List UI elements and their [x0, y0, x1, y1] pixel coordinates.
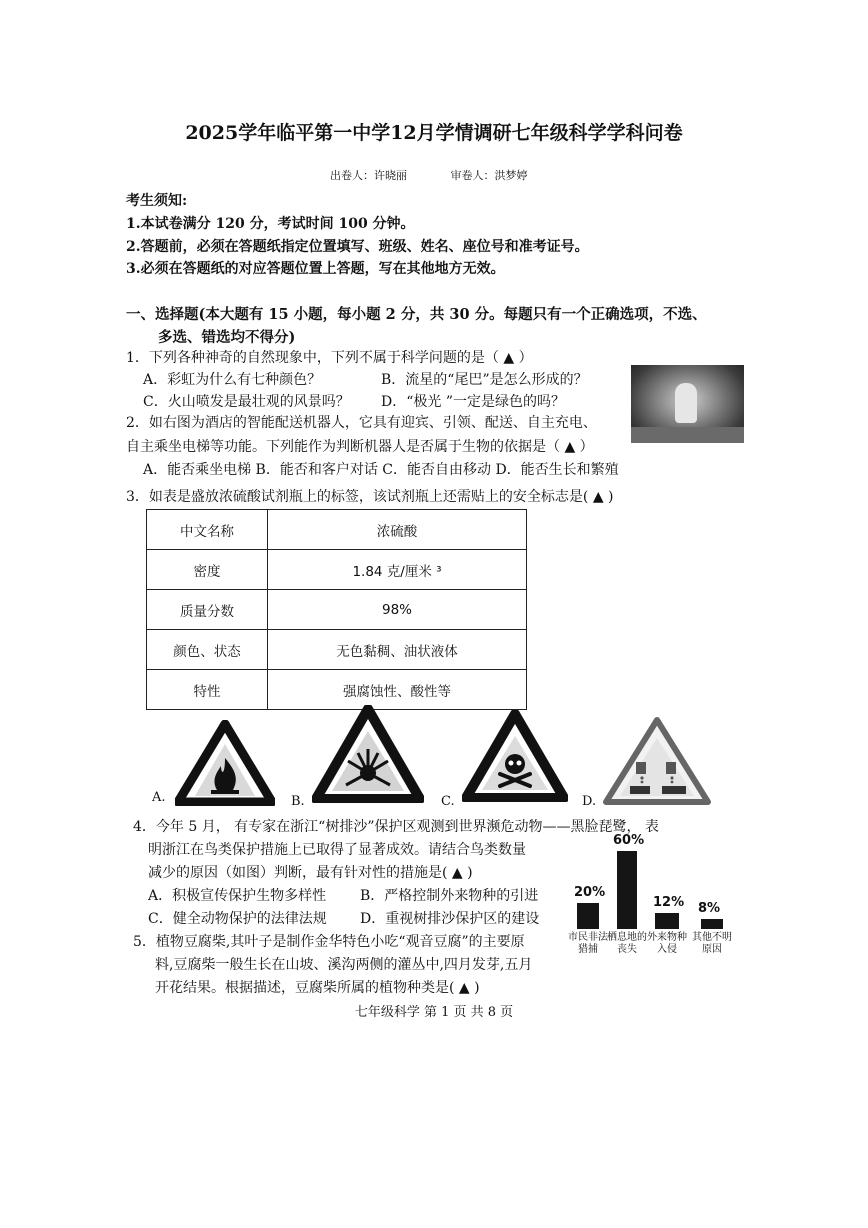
table-key: 颜色、状态 [147, 630, 268, 670]
acid-label-table [146, 509, 527, 710]
section-heading-line1: 一、选择题(本大题有 15 小题，每小题 2 分，共 30 分。每题只有一个正确选项，不选、 [126, 306, 707, 323]
chart-category-label: 其他不明原因 [692, 932, 732, 955]
q2-line1: 2．如右图为酒店的智能配送机器人，它具有迎宾、引领、配送、自主充电、 [126, 415, 597, 431]
notice-heading: 考生须知: [126, 193, 188, 209]
q4-option-c: C．健全动物保护的法律法规 [148, 911, 327, 927]
table-value: 无色黏稠、油状液体 [268, 630, 527, 670]
chart-category-label: 栖息地的丧失 [607, 932, 647, 955]
chart-value-label: 20% [574, 885, 606, 900]
q1-option-b: B．流星的“尾巴”是怎么形成的？ [381, 372, 588, 388]
table-value: 浓硫酸 [268, 510, 527, 550]
table-row [147, 590, 527, 630]
q5-line2: 料,豆腐柴一般生长在山坡、溪沟两侧的灌丛中,四月发芽,五月 [155, 957, 533, 973]
chart-bar [617, 851, 637, 929]
q4-option-d: D．重视树排沙保护区的建设 [360, 911, 540, 927]
robot-photo [631, 365, 744, 443]
flammable-icon [175, 720, 275, 806]
table-key: 质量分数 [147, 590, 268, 630]
chart-category-label: 市民非法猎捕 [568, 932, 608, 955]
corrosive-icon [602, 716, 712, 806]
sign-option-d-letter: D. [582, 794, 597, 809]
table-value: 98% [268, 590, 527, 630]
page-title: 2025学年临平第一中学12月学情调研七年级科学学科问卷 [185, 122, 683, 144]
q4-line2: 明浙江在鸟类保护措施上已取得了显著成效。请结合鸟类数量 [148, 842, 526, 858]
table-row [147, 550, 527, 590]
q1-option-d: D．“极光 ”一定是绿色的吗？ [381, 394, 565, 410]
table-key: 特性 [147, 670, 268, 710]
chart-category-label: 外来物种入侵 [647, 932, 687, 955]
sign-option-c-letter: C. [441, 794, 455, 809]
table-value: 强腐蚀性、酸性等 [268, 670, 527, 710]
table-row [147, 670, 527, 710]
sign-option-a-letter: A. [152, 790, 166, 805]
notice-item-3: 3.必须在答题纸的对应答题位置上答题，写在其他地方无效。 [126, 261, 505, 277]
notice-item-1: 1.本试卷满分 120 分，考试时间 100 分钟。 [126, 216, 415, 232]
q2-options: A．能否乘坐电梯 B．能否和客户对话 C．能否自由移动 D．能否生长和繁殖 [143, 462, 619, 478]
q4-option-b: B．严格控制外来物种的引进 [360, 888, 539, 904]
q2-line2: 自主乘坐电梯等功能。下列能作为判断机器人是否属于生物的依据是（ ▲ ） [126, 439, 594, 455]
chart-bar [655, 913, 679, 929]
notice-item-2: 2.答题前，必须在答题纸指定位置填写、班级、姓名、座位号和准考证号。 [126, 239, 589, 255]
q4-line3: 减少的原因（如图）判断，最有针对性的措施是( ▲ ) [148, 865, 473, 881]
chart-value-label: 60% [613, 833, 645, 848]
table-row [147, 630, 527, 670]
q4-option-a: A．积极宣传保护生物多样性 [148, 888, 327, 904]
q1-stem: 1．下列各种神奇的自然现象中，下列不属于科学问题的是（ ▲ ） [126, 350, 533, 366]
q1-option-a: A．彩虹为什么有七种颜色？ [143, 372, 322, 388]
authors-line [330, 167, 568, 183]
q1-option-c: C．火山喷发是最壮观的风景吗？ [143, 394, 350, 410]
chart-value-label: 12% [653, 895, 685, 910]
chart-bar [701, 919, 723, 929]
setter-name: 出卷人：许晓丽 [330, 169, 407, 182]
q5-line1: 5．植物豆腐柴,其叶子是制作金华特色小吃“观音豆腐”的主要原 [133, 934, 525, 950]
reviewer-name: 审卷人：洪梦婷 [450, 169, 528, 182]
sign-option-b-letter: B. [291, 794, 305, 809]
toxic-icon [462, 710, 568, 802]
page-footer: 七年级科学 第 1 页 共 8 页 [354, 1005, 514, 1020]
section-heading-line2: 多选、错选均不得分) [158, 329, 296, 346]
table-value: 1.84 克/厘米 ³ [268, 550, 527, 590]
q3-stem: 3．如表是盛放浓硫酸试剂瓶上的标签，该试剂瓶上还需贴上的安全标志是( ▲ ) [126, 489, 614, 505]
explosive-icon [312, 705, 424, 803]
table-row [147, 510, 527, 550]
q5-line3: 开花结果。根据描述，豆腐柴所属的植物种类是( ▲ ) [155, 980, 480, 996]
table-key: 密度 [147, 550, 268, 590]
chart-bar [577, 903, 599, 929]
chart-value-label: 8% [698, 901, 721, 916]
table-key: 中文名称 [147, 510, 268, 550]
q4-line1: 4．今年 5 月， 有专家在浙江“树排沙”保护区观测到世界濒危动物——黑脸琵鹭， 表 [133, 819, 659, 835]
